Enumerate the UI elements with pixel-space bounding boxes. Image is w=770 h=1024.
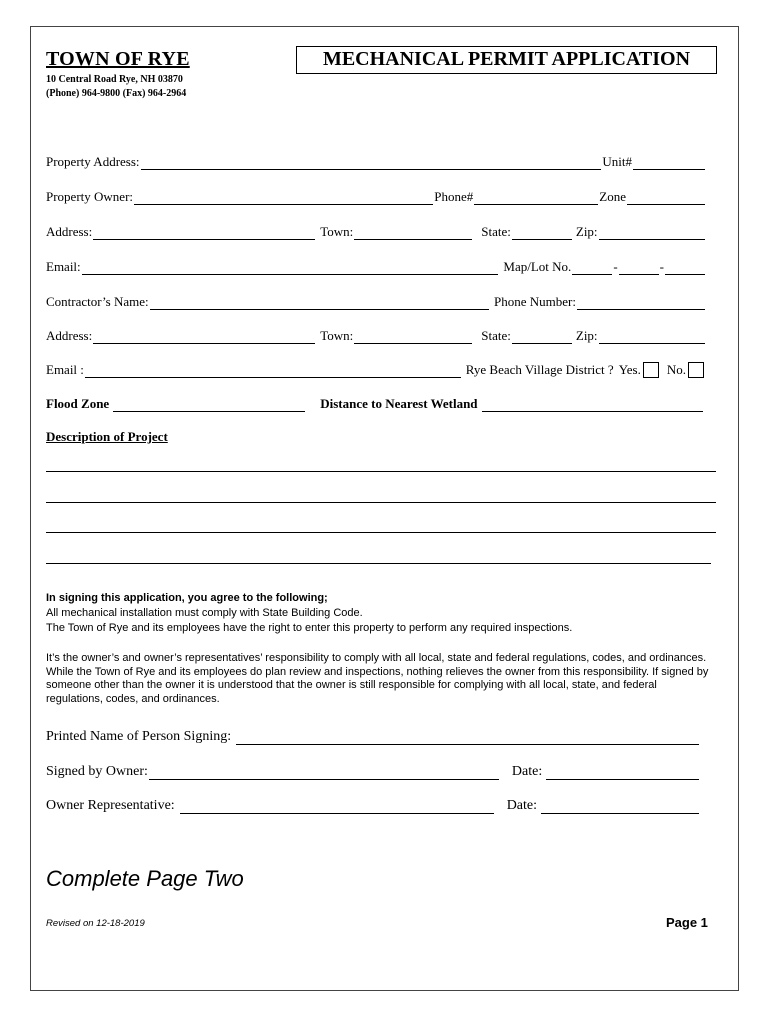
rep-date-field[interactable] [541, 800, 699, 814]
contractor-zip-field[interactable] [599, 330, 705, 344]
contractor-zip-label: Zip: [575, 328, 598, 343]
contractor-address-field[interactable] [93, 330, 315, 344]
contractor-town-field[interactable] [354, 330, 472, 344]
email-row [46, 257, 706, 275]
town-address: 10 Central Road Rye, NH 03870 [46, 74, 183, 85]
map-lot-field-3[interactable] [665, 261, 705, 275]
owner-rep-field[interactable] [180, 800, 494, 814]
complete-page-two: Complete Page Two [46, 866, 244, 891]
zip-label: Zip: [575, 224, 598, 239]
description-line[interactable] [46, 532, 716, 533]
property-address-label: Property Address: [46, 154, 140, 169]
yes-checkbox[interactable] [643, 362, 659, 378]
responsibility-paragraph: It’s the owner’s and owner’s representatives’ responsibility to comply with all local, state and federal regulations, codes, and ordinances. While the Town of Rye and its employees do plan review and inspections, nothing relieves the owner from this responsibility. If signed by someone other than the owner it is understood that the owner is still responsible for complying with all local, state, and federal regulations, codes, and ordinances. [46, 652, 709, 705]
printed-name-field[interactable] [236, 731, 699, 745]
phone-label: Phone# [434, 189, 474, 204]
contractor-state-field[interactable] [512, 330, 572, 344]
contractor-state-label: State: [481, 328, 511, 343]
contractor-town-label: Town: [320, 328, 354, 343]
owner-date-label: Date: [511, 764, 543, 779]
email-field[interactable] [82, 261, 499, 275]
contractor-email-label: Email : [46, 362, 84, 377]
zone-field[interactable] [627, 191, 705, 205]
signed-by-owner-row [46, 760, 700, 780]
map-lot-field-2[interactable] [619, 261, 659, 275]
agreement-line-1: All mechanical installation must comply with State Building Code. [46, 607, 363, 619]
phone-number-label: Phone Number: [494, 294, 576, 309]
address-field[interactable] [93, 226, 315, 240]
flood-zone-field[interactable] [113, 398, 305, 412]
contractor-email-row [46, 358, 706, 378]
rep-date-label: Date: [506, 798, 538, 813]
town-label: Town: [320, 224, 354, 239]
printed-name-label: Printed Name of Person Signing: [46, 729, 232, 744]
property-owner-row [46, 187, 706, 205]
unit-label: Unit# [602, 154, 632, 169]
town-title: TOWN OF RYE [46, 48, 190, 70]
zip-field[interactable] [599, 226, 705, 240]
contractor-row [46, 292, 706, 310]
town-field[interactable] [354, 226, 472, 240]
no-checkbox[interactable] [688, 362, 704, 378]
map-lot-label: Map/Lot No. [503, 259, 572, 274]
email-label: Email: [46, 259, 81, 274]
owner-address-row [46, 222, 706, 240]
owner-rep-label: Owner Representative: [46, 798, 175, 813]
wetland-label: Distance to Nearest Wetland [320, 396, 478, 411]
agreement-line-2: The Town of Rye and its employees have the right to enter this property to perform any required inspections. [46, 622, 573, 634]
yes-label: Yes. [618, 362, 641, 377]
printed-name-row [46, 725, 700, 745]
contractor-email-field[interactable] [85, 364, 461, 378]
map-lot-sep-1: - [613, 259, 618, 274]
owner-signature-field[interactable] [149, 766, 499, 780]
state-field[interactable] [512, 226, 572, 240]
owner-rep-row [46, 794, 700, 814]
property-address-field[interactable] [141, 156, 602, 170]
address-label: Address: [46, 224, 93, 239]
agreement-heading: In signing this application, you agree to the following; [46, 592, 328, 604]
signed-by-owner-label: Signed by Owner: [46, 764, 148, 779]
unit-field[interactable] [633, 156, 705, 170]
owner-date-field[interactable] [546, 766, 699, 780]
zone-label: Zone [599, 189, 626, 204]
map-lot-field-1[interactable] [572, 261, 612, 275]
page-number: Page 1 [666, 915, 708, 930]
revised-date: Revised on 12-18-2019 [46, 918, 145, 929]
form-title: MECHANICAL PERMIT APPLICATION [296, 46, 717, 74]
phone-number-field[interactable] [577, 296, 705, 310]
description-heading: Description of Project [46, 429, 168, 444]
rye-beach-label: Rye Beach Village District ? [465, 362, 614, 377]
description-line[interactable] [46, 502, 716, 503]
state-label: State: [481, 224, 511, 239]
description-line[interactable] [46, 563, 711, 564]
no-label: No. [666, 362, 686, 377]
flood-zone-label: Flood Zone [46, 396, 110, 411]
page-border [30, 26, 739, 991]
contractor-name-label: Contractor’s Name: [46, 294, 149, 309]
map-lot-sep-2: - [659, 259, 664, 274]
contractor-address-label: Address: [46, 328, 93, 343]
town-phone-fax: (Phone) 964-9800 (Fax) 964-2964 [46, 88, 187, 99]
contractor-name-field[interactable] [150, 296, 489, 310]
flood-zone-row [46, 394, 704, 412]
wetland-field[interactable] [482, 398, 703, 412]
description-line[interactable] [46, 471, 716, 472]
property-address-row [46, 152, 706, 170]
phone-field[interactable] [474, 191, 598, 205]
contractor-address-row [46, 326, 706, 344]
property-owner-label: Property Owner: [46, 189, 134, 204]
property-owner-field[interactable] [134, 191, 433, 205]
